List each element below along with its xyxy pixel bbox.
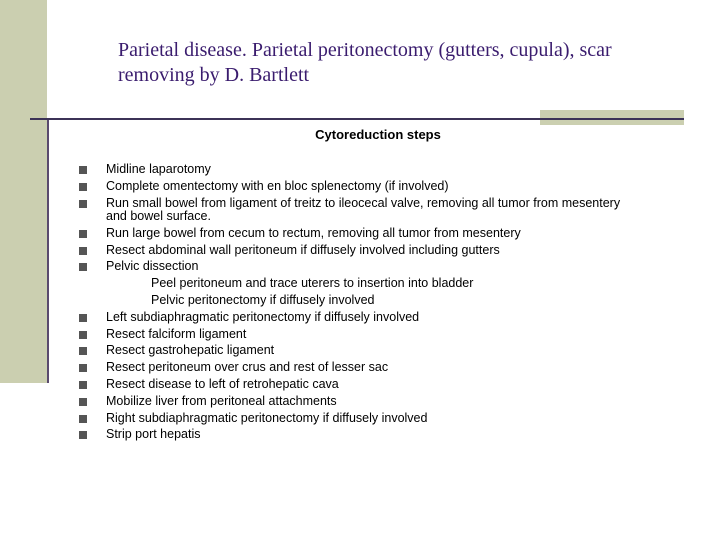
square-bullet-icon [79, 200, 87, 208]
step-item [79, 227, 639, 241]
step-item [79, 260, 639, 274]
square-bullet-icon [79, 364, 87, 372]
step-text: Strip port hepatis [106, 427, 201, 442]
step-item [79, 163, 639, 177]
step-text: Pelvic dissection [106, 259, 199, 274]
step-text: Run small bowel from ligament of treitz to ileocecal valve, removing all tumor from mesentery and bowel surface. [106, 195, 621, 224]
square-bullet-icon [79, 314, 87, 322]
section-heading: Cytoreduction steps [315, 127, 441, 142]
step-item [79, 197, 639, 224]
step-text: Right subdiaphragmatic peritonectomy if diffusely involved [106, 410, 428, 425]
step-list [79, 163, 639, 445]
step-text: Resect disease to left of retrohepatic cava [106, 377, 339, 392]
accent-line-vertical [47, 119, 49, 383]
step-text: Midline laparotomy [106, 162, 211, 176]
sub-step-item: Peel peritoneum and trace uterers to insertion into bladder [151, 276, 474, 291]
title-divider [30, 118, 684, 120]
sub-step-item: Pelvic peritonectomy if diffusely involved [151, 293, 375, 308]
square-bullet-icon [79, 166, 87, 174]
slide-title: Parietal disease. Parietal peritonectomy (gutters, cupula), scar removing by D. Bartlett [118, 39, 612, 86]
step-item [79, 328, 639, 342]
step-item [79, 428, 639, 442]
step-item [79, 361, 639, 375]
step-text: Run large bowel from cecum to rectum, removing all tumor from mesentery [106, 225, 521, 240]
square-bullet-icon [79, 431, 87, 439]
square-bullet-icon [79, 230, 87, 238]
square-bullet-icon [79, 347, 87, 355]
step-item [79, 412, 639, 426]
square-bullet-icon [79, 183, 87, 191]
square-bullet-icon [79, 263, 87, 271]
step-text: Resect falciform ligament [106, 326, 247, 341]
step-item [79, 244, 639, 258]
square-bullet-icon [79, 331, 87, 339]
step-text: Left subdiaphragmatic peritonectomy if diffusely involved [106, 309, 420, 324]
accent-bar-top [0, 0, 47, 119]
square-bullet-icon [79, 415, 87, 423]
step-text: Mobilize liver from peritoneal attachments [106, 393, 337, 408]
square-bullet-icon [79, 398, 87, 406]
step-text: Resect peritoneum over crus and rest of lesser sac [106, 360, 389, 375]
square-bullet-icon [79, 381, 87, 389]
step-text: Complete omentectomy with en bloc splenectomy (if involved) [106, 178, 449, 193]
step-text: Resect gastrohepatic ligament [106, 343, 275, 358]
step-item [79, 378, 639, 392]
step-text: Resect abdominal wall peritoneum if diffusely involved including gutters [106, 242, 500, 257]
step-item [79, 180, 639, 194]
square-bullet-icon [79, 247, 87, 255]
step-item [79, 395, 639, 409]
step-item [79, 344, 639, 358]
step-item [79, 311, 639, 325]
accent-bar-side [0, 119, 47, 383]
